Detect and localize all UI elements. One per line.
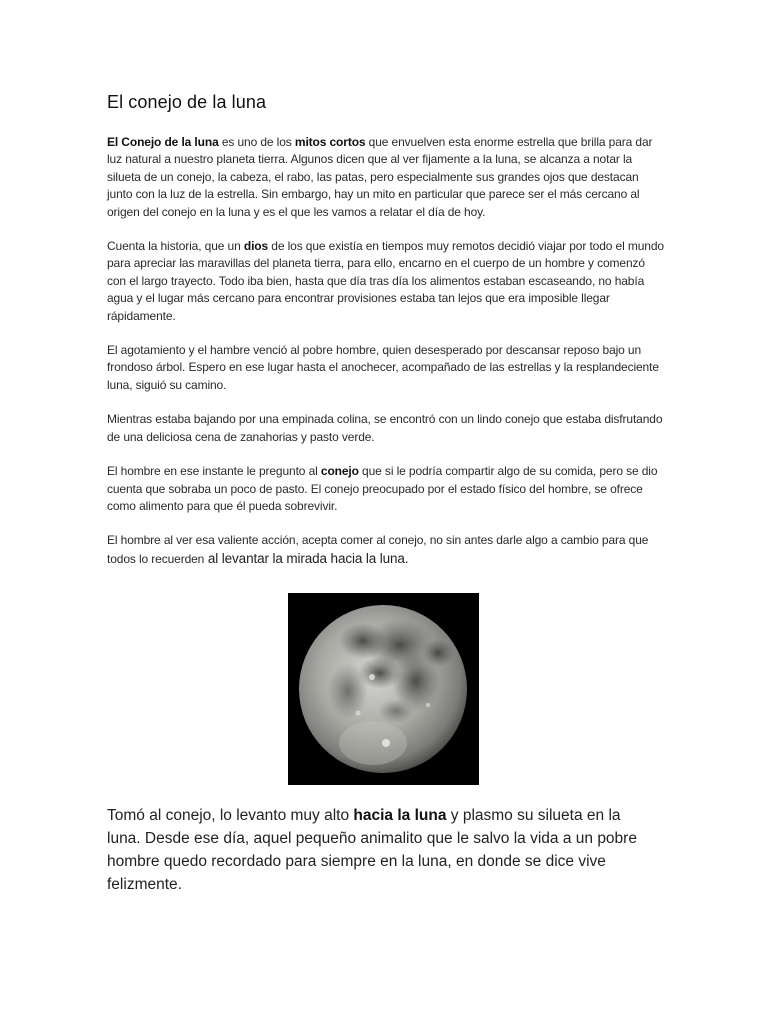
moon-image (288, 593, 479, 785)
paragraph-5 (107, 463, 667, 515)
text-span: El hombre en ese instante le pregunto al (107, 464, 321, 479)
paragraph-1 (107, 134, 667, 221)
paragraph-2 (107, 238, 667, 325)
moon-icon (288, 593, 479, 785)
paragraph-4: Mientras estaba bajando por una empinada colina, se encontró con un lindo conejo que estaba disfrutando de una deliciosa cena de zanahorias y pasto verde. (107, 412, 663, 444)
document-body (107, 92, 667, 568)
paragraph-3: El agotamiento y el hambre venció al pobre hombre, quien desesperado por descansar reposo bajo un frondoso árbol. Espero en ese lugar hasta el anochecer, acompañado de las estrellas y la resplandeciente luna, siguió su camino. (107, 343, 659, 392)
text-span: que si le podría compartir algo de su comida, pero se dio cuenta que sobraba un poco de pasto. El conejo preocupado por el estado físico del hombre, se ofrece como alimento para que él pueda sobrevivir. (107, 464, 658, 513)
closing-paragraph (107, 804, 647, 896)
text-span: que envuelven esta enorme estrella que brilla para dar luz natural a nuestro planeta tierra. Algunos dicen que al ver fijamente a la luna, se alcanza a notar la silueta de un conejo, la cabeza, el rabo, las patas, pero especialmente sus grandes ojos que destacan junto con la luz de la estrella. Sin embargo, hay un mito en particular que parece ser el más cercano al origen del conejo en la luna y es el que les vamos a relatar el día de hoy. (107, 135, 653, 219)
paragraph-6 (107, 532, 667, 568)
bold-term: conejo (320, 464, 359, 479)
bold-term: mitos cortos (294, 135, 366, 149)
bold-term: dios (243, 239, 269, 254)
text-span: Cuenta la historia, que un (107, 239, 244, 254)
text-span: El hombre al ver esa valiente acción, acepta comer al conejo, no sin antes darle algo a cambio para que todos lo recuerden (107, 533, 649, 566)
text-span: Tomó al conejo, lo levanto muy alto (107, 807, 354, 824)
bold-term: hacia la luna (353, 807, 447, 824)
bold-term: El Conejo de la luna (107, 135, 219, 149)
page-title: El conejo de la luna (107, 92, 267, 112)
text-span-large: al levantar la mirada hacia la luna. (204, 550, 409, 566)
text-span: de los que existía en tiempos muy remotos decidió viajar por todo el mundo para apreciar las maravillas del planeta tierra, para ello, encarno en el cuerpo de un hombre y comenzó con el largo trayecto. Todo iba bien, hasta que día tras día los alimentos estaban escaseando, no había agua y el lugar más cercano para encontrar provisiones estaba tan lejos que era imposible llegar rápidamente. (107, 239, 664, 323)
text-span: y plasmo su silueta en la luna. Desde ese día, aquel pequeño animalito que le salvo la vida a un pobre hombre quedo recordado para siempre en la luna, en donde se dice vive felizmente. (107, 807, 637, 893)
text-span: es uno de los (218, 135, 295, 149)
